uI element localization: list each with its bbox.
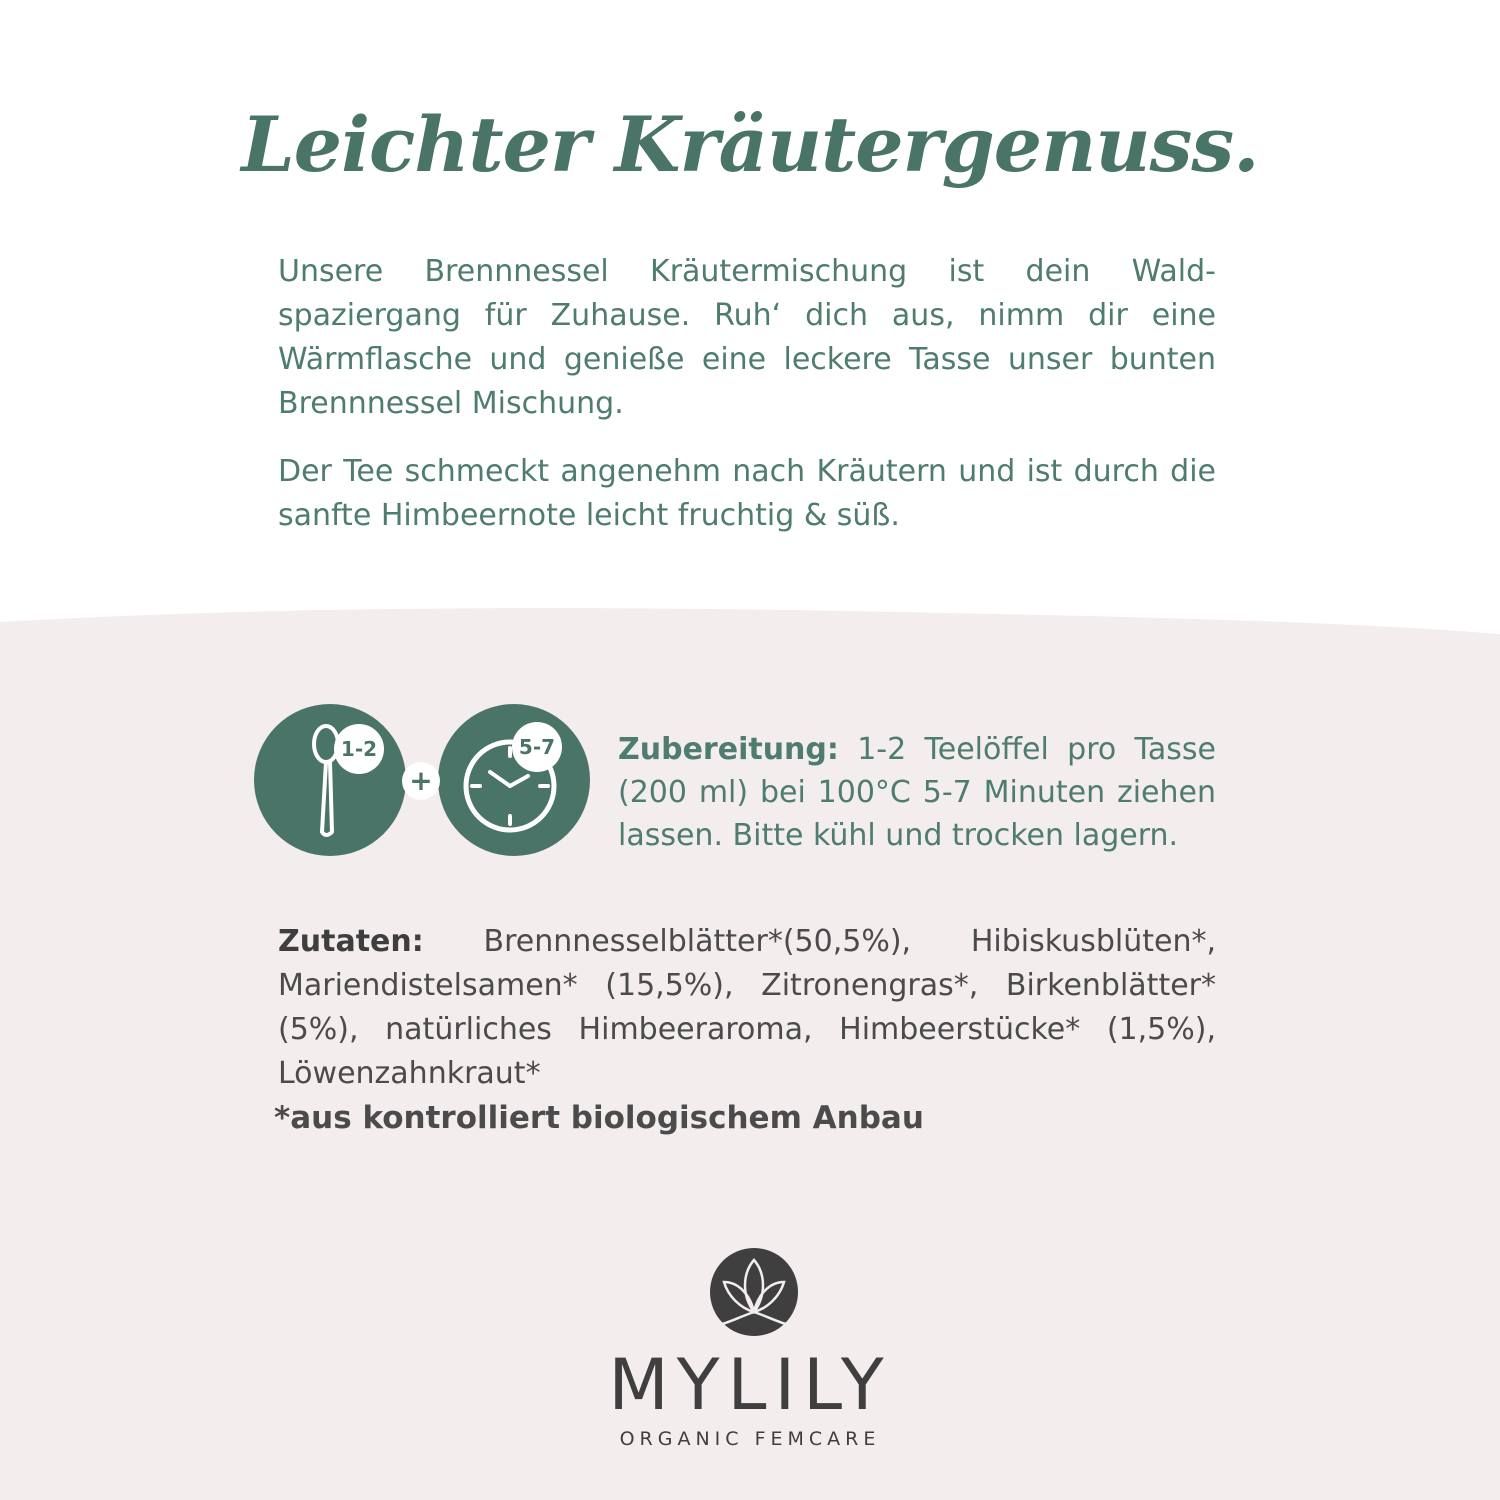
- intro-paragraph-2: Der Tee schmeckt angenehm nach Kräutern und ist durch die sanfte Himbeernote leicht fruchtig & süß.: [278, 454, 1216, 533]
- clock-icon-circle: [438, 704, 590, 856]
- clock-icon: [438, 704, 590, 856]
- spoon-icon-circle: [254, 704, 406, 856]
- preparation-instructions: 1-2 Teelöffel pro Tasse (200 ml) bei 100°C 5-7 Minuten ziehen lassen. Bitte kühl und trocken lagern.: [618, 732, 1216, 853]
- lotus-logo-icon: [708, 1246, 800, 1338]
- preparation-icons: [254, 704, 594, 864]
- intro-text: [278, 250, 1216, 562]
- preparation-label: Zubereitung:: [618, 732, 839, 767]
- ingredients-label: Zutaten:: [278, 924, 424, 959]
- plus-icon: +: [402, 762, 440, 800]
- spoon-icon: [254, 704, 406, 856]
- preparation-text: [618, 728, 1216, 857]
- brand-tagline: ORGANIC FEMCARE: [619, 1428, 881, 1450]
- ingredients-text: [278, 920, 1216, 1096]
- intro-paragraph-1: Unsere Brennnessel Kräutermischung ist dein Wald-spaziergang für Zuhause. Ruh‘ dich aus, nimm dir eine Wärmflasche und genieße eine leckere Tasse unser bunten Brennnessel Mischung.: [278, 254, 1216, 421]
- page-title: Leichter Kräutergenuss.: [241, 100, 1259, 189]
- time-badge: 5-7: [512, 722, 562, 772]
- organic-footnote: *aus kontrolliert biologischem Anbau: [274, 1100, 924, 1136]
- ingredients-list: Brennnesselblätter*(50,5%), Hibiskusblüten*, Mariendistelsamen* (15,5%), Zitronengras*, Birkenblätter* (5%), natürliches Himbeeraroma, Himbeerstücke* (1,5%), Löwenzahnkraut*: [278, 924, 1216, 1091]
- spoon-amount-badge: 1-2: [334, 724, 384, 774]
- brand-name: MYLILY: [608, 1344, 892, 1426]
